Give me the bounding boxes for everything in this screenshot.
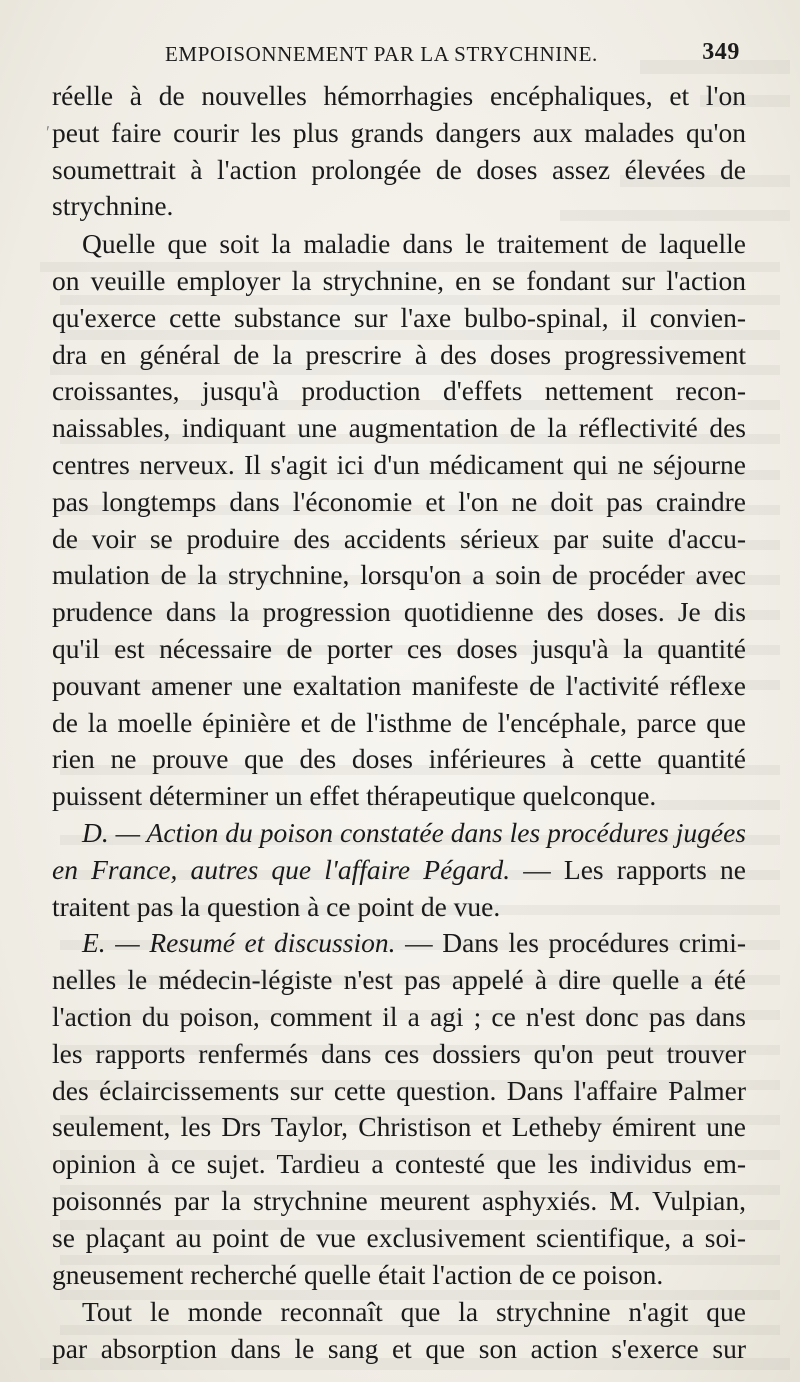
section-e-line: seulement, les Drs Taylor, Christison et Letheby émirent une <box>52 1111 746 1143</box>
text-line: mulation de la strychnine, lorsqu'on a soin de procéder avec <box>52 559 746 591</box>
running-head-title: EMPOISONNEMENT PAR LA STRYCHNINE. <box>165 42 598 66</box>
text-line: qu'il est nécessaire de porter ces doses jusqu'à la quantité <box>52 632 746 664</box>
text-line: naissables, indiquant une augmentation de la réflectivité des <box>52 412 746 444</box>
section-d-heading-italic: D. — Action du poison constatée dans les procédures jugées <box>82 816 746 848</box>
text-line: dra en général de la prescrire à des doses progressivement <box>52 338 746 370</box>
text-line: centres nerveux. Il s'agit ici d'un médicament qui ne séjourne <box>52 448 746 480</box>
section-e-line: des éclaircissements sur cette question. Dans l'affaire Palmer <box>52 1074 746 1106</box>
text-line: de la moelle épinière et de l'isthme de l'encéphale, parce que <box>52 706 746 738</box>
section-e-heading-text: — Dans les procédures crimi- <box>395 927 746 959</box>
page-number: 349 <box>702 39 740 65</box>
text-line: pouvant amener une exaltation manifeste de l'activité réflexe <box>52 669 746 701</box>
text-line: strychnine. <box>52 190 174 222</box>
section-d-title-italic: en France, autres que l'affaire Pégard. <box>52 853 511 885</box>
section-d-text: — Les rapports ne <box>510 853 746 885</box>
final-paragraph-line: par absorption dans le sang et que son action s'exerce sur <box>52 1333 746 1365</box>
section-e-line: opinion à ce sujet. Tardieu a contesté que les individus em- <box>52 1148 746 1180</box>
section-e-line: l'action du poison, comment il a agi ; ce n'est donc pas dans <box>52 1000 746 1032</box>
final-paragraph-start: Tout le monde reconnaît que la strychnine n'agit que <box>82 1296 746 1328</box>
paragraph-start: Quelle que soit la maladie dans le traitement de laquelle <box>82 228 746 260</box>
body-text <box>52 78 746 1368</box>
section-d-line <box>52 852 746 889</box>
text-line: peut faire courir les plus grands dangers aux malades qu'on <box>52 116 746 148</box>
section-e-heading-italic: E. — Resumé et discussion. <box>82 927 396 959</box>
text-line: prudence dans la progression quotidienne des doses. Je dis <box>52 596 746 628</box>
text-line: réelle à de nouvelles hémorrhagies encéphaliques, et l'on <box>52 80 746 111</box>
section-e-heading <box>52 925 746 962</box>
text-line: de voir se produire des accidents sérieux par suite d'accu- <box>52 522 746 554</box>
margin-mark: ʹ <box>46 122 50 142</box>
text-line: rien ne prouve que des doses inférieures à cette quantité <box>52 743 746 775</box>
section-e-line: gneusement recherché quelle était l'action de ce poison. <box>52 1258 664 1290</box>
section-d-heading <box>52 815 746 852</box>
section-e-line: poisonnés par la strychnine meurent asphyxiés. M. Vulpian, <box>52 1184 746 1216</box>
running-head <box>165 38 740 72</box>
text-line: on veuille employer la strychnine, en se fondant sur l'action <box>52 264 746 296</box>
section-d-line: traitent pas la question à ce point de vue. <box>52 890 501 922</box>
section-e-line: nelles le médecin-légiste n'est pas appelé à dire quelle a été <box>52 964 746 996</box>
section-e-line: se plaçant au point de vue exclusivement scientifique, a soi- <box>52 1221 746 1253</box>
text-line: soumettrait à l'action prolongée de doses assez élevées de <box>52 153 746 185</box>
text-line: puissent déterminer un effet thérapeutique quelconque. <box>52 780 657 812</box>
text-line: pas longtemps dans l'économie et l'on ne doit pas craindre <box>52 485 746 517</box>
text-line: qu'exerce cette substance sur l'axe bulbo-spinal, il convien- <box>52 301 746 333</box>
section-e-line: les rapports renfermés dans ces dossiers qu'on peut trouver <box>52 1037 746 1069</box>
text-line: croissantes, jusqu'à production d'effets nettement recon- <box>52 375 746 407</box>
